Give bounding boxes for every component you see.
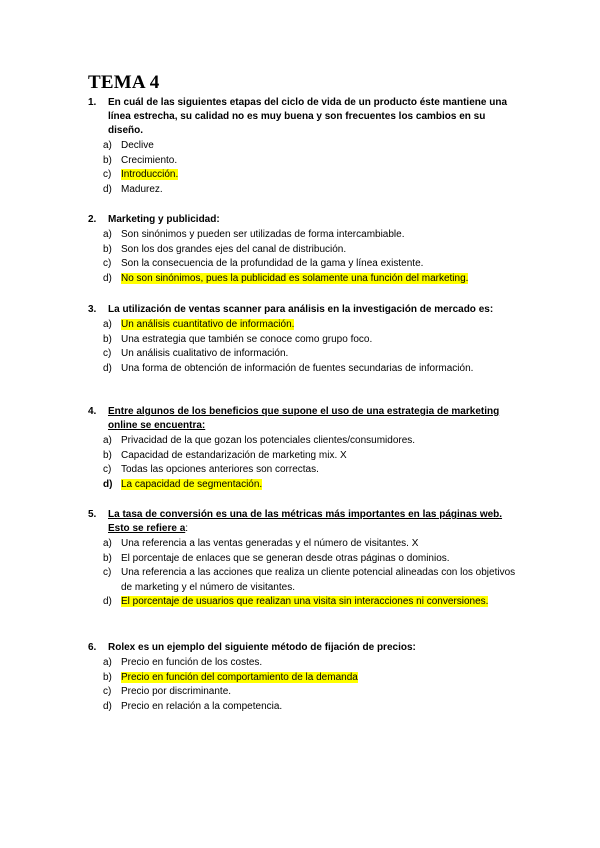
option-letter: b) [103,243,112,255]
option-a [88,537,518,552]
option-text: Una forma de obtención de información de fuentes secundarias de información. [121,362,474,374]
option-b [88,449,518,464]
option-letter: d) [103,272,112,284]
option-letter: a) [103,140,112,151]
question-number: 2. [88,214,97,225]
option-c [88,566,518,595]
option-text: Precio en relación a la competencia. [121,700,283,712]
option-a [88,139,518,154]
option-text: Una referencia a las ventas generadas y el número de visitantes. X [121,538,419,549]
option-c-highlighted [88,168,518,183]
option-letter: d) [103,596,112,608]
page-title: TEMA 4 [88,72,160,93]
option-d-highlighted [88,478,518,493]
option-d [88,183,518,198]
option-d [88,700,518,715]
question-body: En cuál de las siguientes etapas del ciclo de vida de un producto éste mantiene una línea estrecha, su calidad no es muy buena y son frecuentes los cambios en su diseño. [108,97,507,136]
question-1 [88,96,518,197]
highlight [103,169,179,181]
option-text: Una estrategia que también se conoce como grupo foco. [121,333,373,345]
option-letter: a) [103,435,112,446]
question-5 [88,508,518,610]
option-d-highlighted [88,272,518,287]
option-text: Privacidad de la que gozan los potenciales clientes/consumidores. [121,435,416,446]
question-body: Marketing y publicidad: [108,214,220,225]
option-b [88,333,518,348]
option-letter: c) [103,348,112,360]
option-letter: c) [103,567,112,579]
option-text: El porcentaje de usuarios que realizan una visita sin interacciones ni conversiones. [121,596,489,608]
option-text: Precio en función del comportamiento de la demanda [121,671,358,683]
option-letter: a) [103,538,112,549]
option-a [88,434,518,449]
option-letter: d) [103,362,112,374]
question-text [88,213,518,227]
option-text: Un análisis cuantitativo de información. [121,319,295,330]
question-text [88,641,518,655]
option-text: Una referencia a las acciones que realiza un cliente potencial alineadas con los objetivos de marketing y el número de visitantes. [121,567,516,593]
question-text [88,96,518,138]
question-number: 5. [88,509,97,520]
question-number: 3. [88,304,97,315]
option-d-highlighted [88,595,518,610]
question-text [88,303,518,317]
question-suffix: : [185,523,189,534]
option-text: Crecimiento. [121,154,178,166]
option-letter: c) [103,464,112,476]
question-4 [88,405,518,492]
option-b [88,243,518,258]
question-text [88,508,518,536]
option-c [88,257,518,272]
option-text: Precio por discriminante. [121,686,232,698]
option-letter: c) [103,686,112,698]
option-letter: c) [103,258,112,270]
option-letter: c) [103,169,112,181]
option-a-highlighted [88,318,518,333]
option-letter: b) [103,552,112,564]
option-a [88,228,518,243]
option-b-highlighted [88,671,518,686]
question-text [88,405,518,433]
question-body: Entre algunos de los beneficios que supone el uso de una estrategia de marketing online se encuentra: [108,406,500,431]
option-letter: b) [103,449,112,461]
question-body: La utilización de ventas scanner para análisis en la investigación de mercado es: [108,304,494,315]
option-d [88,362,518,377]
question-number: 4. [88,406,97,417]
question-6 [88,641,518,714]
question-3 [88,303,518,376]
option-text: Precio en función de los costes. [121,657,263,668]
option-letter: b) [103,154,112,166]
question-body: Rolex es un ejemplo del siguiente método de fijación de precios: [108,642,416,653]
option-letter: d) [103,183,112,195]
option-letter: d) [103,700,112,712]
option-text: No son sinónimos, pues la publicidad es solamente una función del marketing. [121,272,469,284]
question-number: 1. [88,97,97,108]
option-c [88,685,518,700]
option-letter: b) [103,671,112,683]
option-text: Declive [121,140,154,151]
option-text: Madurez. [121,183,163,195]
option-text: Todas las opciones anteriores son correctas. [121,464,319,476]
question-2 [88,213,518,286]
option-text: Son sinónimos y pueden ser utilizadas de forma intercambiable. [121,229,405,240]
option-text: Son los dos grandes ejes del canal de distribución. [121,243,347,255]
option-letter: a) [103,657,112,668]
option-text: El porcentaje de enlaces que se generan desde otras páginas o dominios. [121,552,450,564]
option-text: Son la consecuencia de la profundidad de la gama y línea existente. [121,258,424,270]
option-text: Capacidad de estandarización de marketing mix. X [121,449,347,461]
option-text: Introducción. [121,169,179,181]
option-c [88,347,518,362]
option-b [88,154,518,169]
option-letter: a) [103,319,112,330]
option-letter: d) [103,478,113,490]
option-b [88,552,518,567]
option-letter: a) [103,229,112,240]
question-number: 6. [88,642,97,653]
option-a [88,656,518,671]
option-letter: b) [103,333,112,345]
option-c [88,463,518,478]
option-text: Un análisis cualitativo de información. [121,348,289,360]
option-text: La capacidad de segmentación. [121,478,263,490]
question-body: La tasa de conversión es una de las métricas más importantes en las páginas web. Esto se refiere a [108,509,503,534]
